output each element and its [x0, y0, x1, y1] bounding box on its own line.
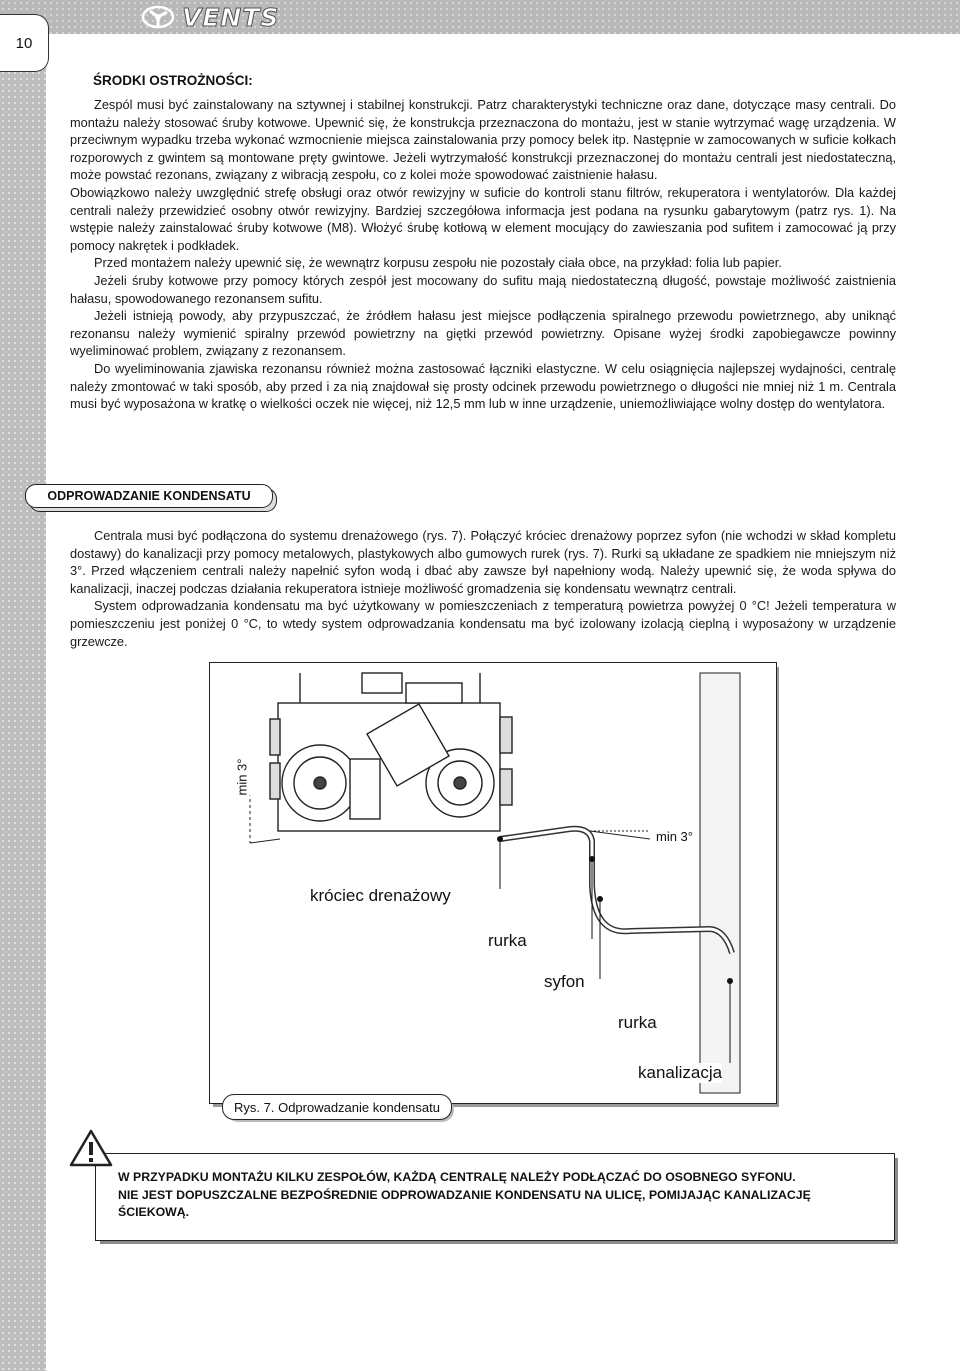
- figure-condensate-drain: [209, 662, 777, 1104]
- label-pipe-1: rurka: [488, 931, 527, 950]
- label-sewer: kanalizacja: [638, 1063, 723, 1082]
- warning-line: NIE JEST DOPUSZCZALNE BEZPOŚREDNIE ODPROWADZANIE KONDENSATU NA ULICĘ, POMIJAJĄC KANALIZACJĘ ŚCIEKOWĄ.: [118, 1187, 811, 1219]
- label-min-angle-left: min 3°: [233, 759, 253, 796]
- caution-paragraph: Do wyeliminowania zjawiska rezonansu również można zastosować łączniki elastyczne. W celu osiągnięcia najlepszej wydajności, centralę należy zmontować w taki sposób, aby przed i za nią znajdował się prosty odcinek przewodu powietrznego o długości nie mniej niż 1 m. Centrala musi być wyposażona w kratkę o wielkości oczek nie więcej, niż 12,5 mm lub w inne urządzenie, uniemożliwiające wolny dostęp do wentylatora.: [70, 360, 896, 412]
- label-pipe-2: rurka: [618, 1013, 657, 1032]
- label-siphon: syfon: [544, 972, 585, 991]
- fan-logo-icon: [140, 4, 176, 30]
- label-min-angle-right: min 3°: [656, 827, 693, 847]
- side-strip: [0, 34, 46, 1371]
- caution-paragraph: Zespól musi być zainstalowany na sztywnej i stabilnej konstrukcji. Patrz charakterystyki techniczne oraz dane, dotyczące masy centrali. Do montażu należy stosować śruby kotwowe. Upewnić się, że konstrukcja przeznaczona do montażu, jest w stanie wytrzymać wagę urządzenia. W przeciwnym wypadku trzeba wykonać wzmocnienie miejsca zainstalowania przy pomocy belek itp. Następnie w zamocowanych w suficie kołkach rozporowych z gwintem są montowane pręty gwintowe. Jeżeli wytrzymałość konstrukcji przeznaczonej do montażu centrali jest niedostateczną, może powstać rezonans, związany z wibracją zespołu, co z kolei może spowodować zaistnienie hałasu.: [70, 97, 896, 183]
- warning-line: W PRZYPADKU MONTAŻU KILKU ZESPOŁÓW, KAŻDĄ CENTRALĘ NALEŻY PODŁĄCZAĆ DO OSOBNEGO SYFONU.: [118, 1170, 796, 1184]
- warning-text: [118, 1169, 876, 1222]
- warning-triangle-icon: [68, 1128, 114, 1168]
- condensate-text: [70, 527, 896, 650]
- condensate-paragraph: Centrala musi być podłączona do systemu drenażowego (rys. 7). Połączyć króciec drenażowy poprzez syfon (nie wchodzi w skład kompletu dostawy) do kanalizacji przy pomocy metalowych, plastykowych albo gumowych rurek (rys. 7). Rurki są układane ze spadkiem nie mniejszym niż 3°. Przed włączeniem centrali należy napełnić syfon wodą i dbać aby zawsze był napełniony wodą. Należy upewnić się, że woda spływa do kanalizacji, inaczej podczas działania rekuperatora istnieje możliwość gromadzenia się kondensatu wewnątrz centrali.: [70, 528, 896, 596]
- figure-caption: Rys. 7. Odprowadzanie kondensatu: [222, 1094, 452, 1120]
- caution-paragraph: Przed montażem należy upewnić się, że wewnątrz korpusu zespołu nie pozostały ciała obce, na przykład: folia lub papier.: [94, 255, 782, 271]
- caution-title: ŚRODKI OSTROŻNOŚCI:: [93, 73, 253, 88]
- brand-name: VENTS: [182, 2, 280, 32]
- caution-paragraph: Obowiązkowo należy uwzględnić strefę obsługi oraz otwór rewizyjny w suficie do kontroli stanu filtrów, rekuperatora i wentylatorów. Dla każdej centrali należy przewidzieć osobny otwór rewizyjny. Bardziej szczegółowa informacja jest podana na rysunku gabarytowym (patrz rys. 1). Na wstępie należy zainstalować śruby kotwowe (M8). Włożyć śrubę kotłową w element mocujący do zawieszania pod sufitem i zamocować ją przy pomocy nakrętek i podkładek.: [70, 184, 896, 253]
- caution-paragraph: Jeżeli istnieją powody, aby przypuszczać, że źródłem hałasu jest miejsce podłączenia spiralnego przewodu powietrznego, aby uniknąć rezonansu należy wymienić spiralny przewód powietrzny na giętki przewód powietrzny. Opisane wyżej środki zapobiegawcze powinny wyeliminować problem, związany z rezonansem.: [70, 308, 896, 359]
- drain-diagram: [210, 663, 776, 1103]
- label-drain-outlet: króciec drenażowy: [310, 886, 451, 905]
- condensate-paragraph: System odprowadzania kondensatu ma być użytkowany w pomieszczeniach z temperaturą powietrza powyżej 0 °C! Jeżeli temperatura w pomieszczeniu jest poniżej 0 °C, to wtedy system odprowadzania kondensatu ma być izolowany izolacją cieplną i wyposażony w urządzenie grzewcze.: [70, 598, 896, 649]
- caution-text: [70, 96, 896, 413]
- page-number: 10: [0, 14, 49, 72]
- caution-paragraph: Jeżeli śruby kotwowe przy pomocy których zespół jest mocowany do sufitu mają niedostateczną długość, powstaje możliwość zaistnienia hałasu, spowodowanego rezonansem sufitu.: [70, 272, 896, 306]
- section-title-condensate: ODPROWADZANIE KONDENSATU: [25, 484, 273, 508]
- brand-logo: [140, 3, 279, 31]
